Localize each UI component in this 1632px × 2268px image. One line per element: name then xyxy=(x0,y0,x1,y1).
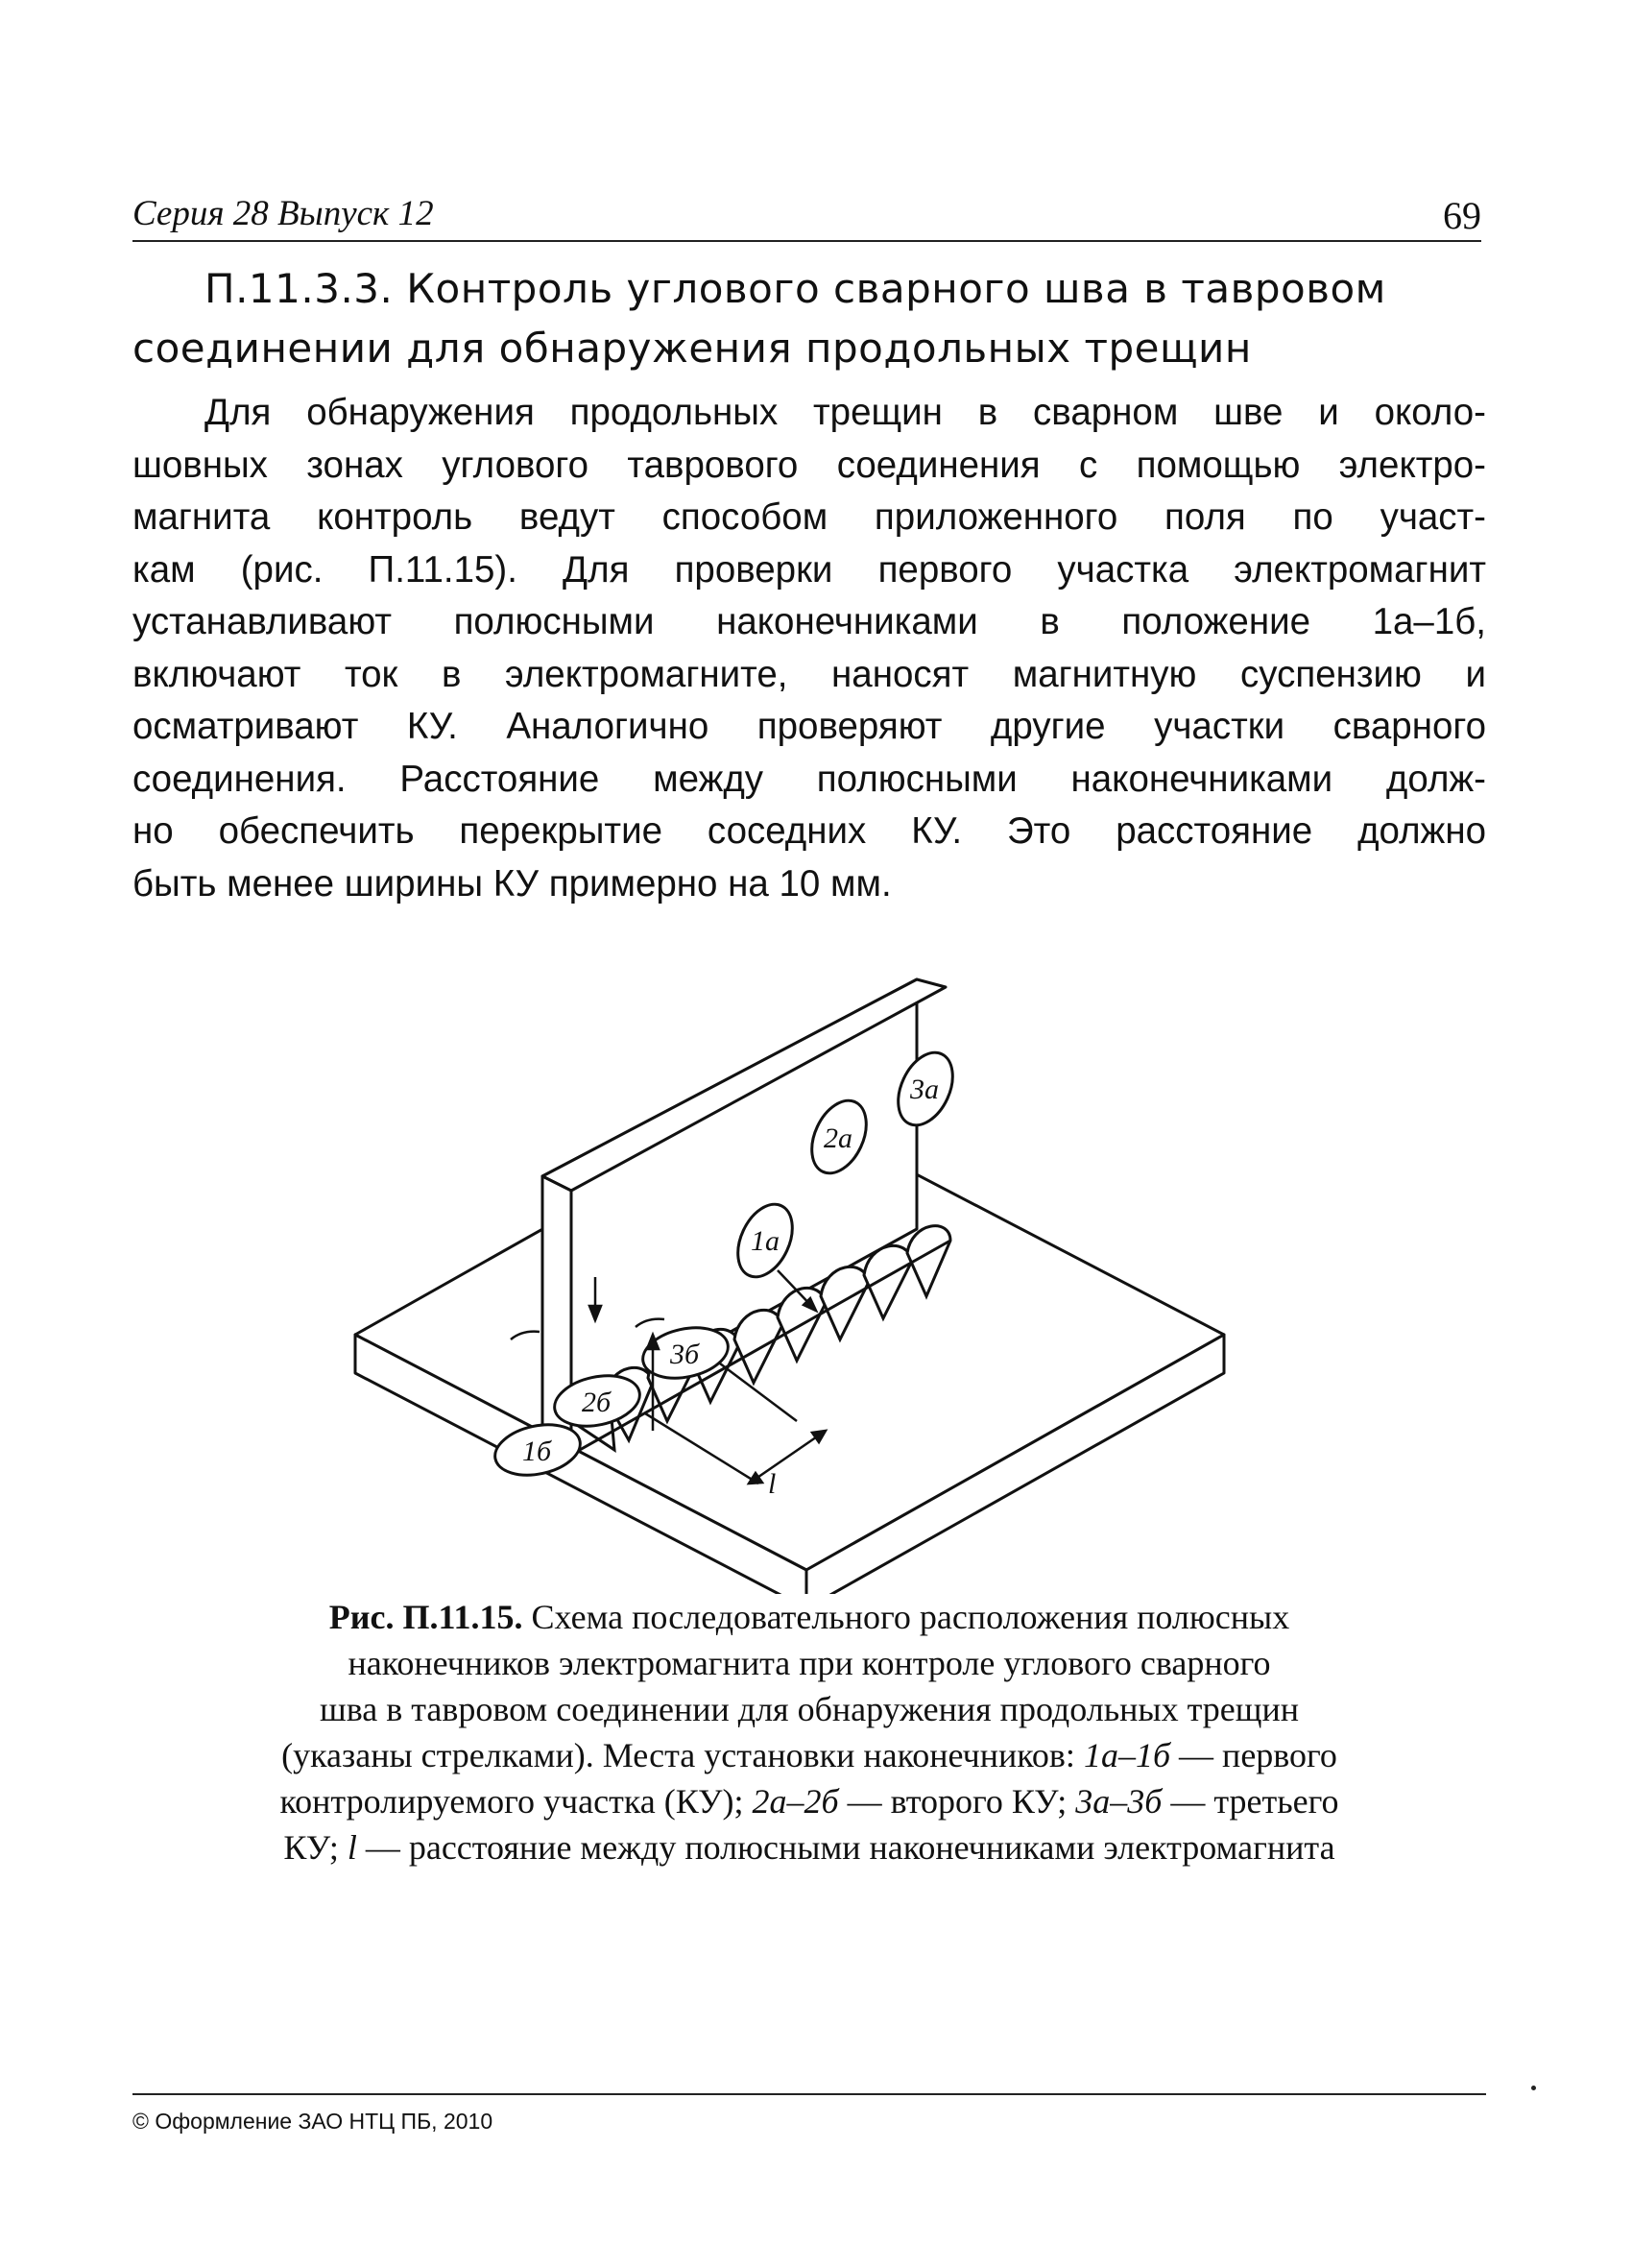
page-number: 69 xyxy=(1443,194,1481,237)
caption-text: — третьего xyxy=(1162,1782,1339,1821)
label-distance: l xyxy=(768,1468,777,1500)
body-line: но обеспечить перекрытие соседних КУ. Это расстояние должно xyxy=(132,810,1486,852)
caption-text: (указаны стрелками). Места установки наконечников: xyxy=(281,1736,1084,1774)
body-line: Для обнаружения продольных трещин в сварном шве и около- xyxy=(204,392,1486,433)
page-header xyxy=(132,190,1481,242)
body-line: быть менее ширины КУ примерно на 10 мм. xyxy=(132,862,892,905)
body-line: включают ток в электромагните, наносят магнитную суспензию и xyxy=(132,653,1486,695)
caption-text: КУ; xyxy=(283,1828,348,1867)
caption-text: — первого xyxy=(1170,1736,1337,1774)
page-footer xyxy=(132,2093,1486,2135)
label-2b: 2б xyxy=(582,1387,612,1418)
section-title-line-1: П.11.3.3. Контроль углового сварного шва в тавровом xyxy=(204,265,1386,312)
caption-text: Схема последовательного расположения полюсных xyxy=(522,1598,1290,1636)
body-line: осматривают КУ. Аналогично проверяют другие участки сварного xyxy=(132,706,1486,747)
body-line: магнита контроль ведут способом приложенного поля по участ- xyxy=(132,496,1486,538)
caption-text: наконечников электромагнита при контроле углового сварного xyxy=(348,1644,1271,1682)
tee-joint-figure xyxy=(336,970,1296,1594)
caption-text: — второго КУ; xyxy=(838,1782,1076,1821)
stray-dot xyxy=(1531,2086,1536,2090)
body-line: шовных зонах углового таврового соединения с помощью электро- xyxy=(132,444,1486,486)
label-1b: 1б xyxy=(522,1436,552,1467)
caption-italic: 1а–1б xyxy=(1083,1736,1171,1774)
caption-text: — расстояние между полюсными наконечниками электромагнита xyxy=(356,1828,1335,1867)
caption-text: контролируемого участка (КУ); xyxy=(279,1782,753,1821)
tee-joint-diagram xyxy=(336,970,1296,1594)
body-line: кам (рис. П.11.15). Для проверки первого участка электромагнит xyxy=(132,548,1486,591)
section-title-line-2: соединении для обнаружения продольных трещин xyxy=(132,325,1252,372)
label-3a: 3а xyxy=(910,1074,939,1105)
caption-italic: 2а–2б xyxy=(752,1782,839,1821)
caption-italic: 3а–3б xyxy=(1075,1782,1163,1821)
body-line: соединения. Расстояние между полюсными наконечниками долж- xyxy=(132,758,1486,800)
series-title: Серия 28 Выпуск 12 xyxy=(132,194,434,233)
caption-italic: l xyxy=(347,1828,357,1867)
section-title xyxy=(132,259,1486,378)
caption-figure-ref: Рис. П.11.15. xyxy=(328,1598,523,1636)
figure-caption xyxy=(132,1594,1486,1870)
label-1a: 1а xyxy=(751,1225,780,1257)
copyright-text: © Оформление ЗАО НТЦ ПБ, 2010 xyxy=(132,2109,493,2134)
body-paragraph xyxy=(132,387,1486,910)
body-line: устанавливают полюсными наконечниками в положение 1а–1б, xyxy=(132,601,1486,642)
caption-text: шва в тавровом соединении для обнаружения продольных трещин xyxy=(320,1690,1299,1728)
label-3b: 3б xyxy=(670,1339,700,1370)
label-2a: 2а xyxy=(824,1122,852,1154)
